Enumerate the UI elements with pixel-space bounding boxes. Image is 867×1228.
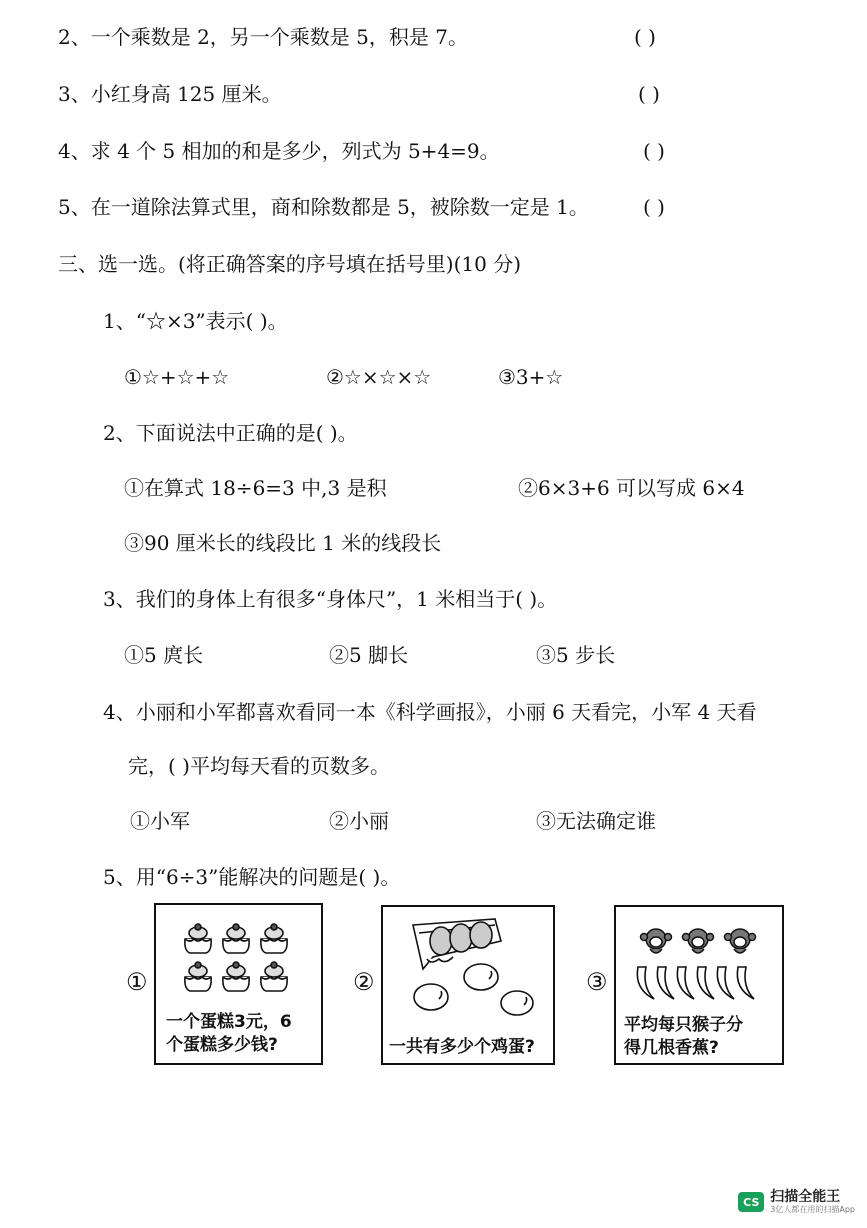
q1-option-2[interactable]: ②☆×☆×☆ <box>326 365 432 389</box>
banana-icon <box>637 967 754 999</box>
brand-slogan: 3亿人都在用的扫描App <box>770 1205 855 1214</box>
q2-option-1[interactable]: ①在算式 18÷6=3 中,3 是积 <box>124 476 387 500</box>
q2-option-3[interactable]: ③90 厘米长的线段比 1 米的线段长 <box>124 531 442 555</box>
monkey-icon <box>641 929 756 953</box>
q5-option-3-marker[interactable]: ③ <box>586 968 608 996</box>
q4-stem-line2: 完，( )平均每天看的页数多。 <box>128 754 390 778</box>
eggs-illustration <box>383 907 553 1022</box>
q2-option-2[interactable]: ②6×3+6 可以写成 6×4 <box>518 476 745 500</box>
judge-item-4 <box>58 138 500 164</box>
judge-item-3-text: 3、小红身高 125 厘米。 <box>58 82 282 106</box>
q5-panel-monkeys[interactable] <box>614 905 784 1065</box>
q5-panel-monkeys-caption-1: 平均每只猴子分 <box>624 1015 743 1035</box>
q5-panel-monkeys-caption-2: 得几根香蕉? <box>624 1038 719 1058</box>
q5-panel-eggs[interactable] <box>381 905 555 1065</box>
judge-item-2 <box>58 24 468 50</box>
egg-carton-icon <box>413 919 501 969</box>
q4-stem-line1: 4、小丽和小军都喜欢看同一本《科学画报》，小丽 6 天看完，小军 4 天看 <box>103 700 757 724</box>
q1-option-3[interactable]: ③3+☆ <box>498 365 564 389</box>
judge-item-5-paren[interactable]: ( ) <box>643 195 665 219</box>
q1-stem: 1、“☆×3”表示( )。 <box>103 309 288 333</box>
egg-icon <box>414 964 533 1015</box>
q3-stem: 3、我们的身体上有很多“身体尺”，1 米相当于( )。 <box>103 587 558 611</box>
q5-panel-eggs-caption-1: 一共有多少个鸡蛋? <box>389 1037 535 1057</box>
q2-stem: 2、下面说法中正确的是( )。 <box>103 421 358 445</box>
q4-option-1[interactable]: ①小军 <box>130 809 190 833</box>
cakes-illustration <box>156 905 321 1005</box>
cake-icon <box>185 924 287 991</box>
judge-item-3-paren[interactable]: ( ) <box>638 82 660 106</box>
q5-option-2-marker[interactable]: ② <box>353 968 375 996</box>
judge-item-5-text: 5、在一道除法算式里，商和除数都是 5，被除数一定是 1。 <box>58 195 589 219</box>
q1-option-1[interactable]: ①☆+☆+☆ <box>124 365 230 389</box>
q3-option-1[interactable]: ①5 庹长 <box>124 643 204 667</box>
q5-panel-cakes-caption-2: 个蛋糕多少钱? <box>166 1035 278 1055</box>
q4-option-2[interactable]: ②小丽 <box>329 809 389 833</box>
q5-panel-cakes[interactable] <box>154 903 323 1065</box>
judge-item-3 <box>58 81 282 107</box>
q4-option-3[interactable]: ③无法确定谁 <box>536 809 656 833</box>
q5-stem: 5、用“6÷3”能解决的问题是( )。 <box>103 865 401 889</box>
q5-panel-cakes-caption-1: 一个蛋糕3元，6 <box>166 1012 292 1032</box>
judge-item-4-paren[interactable]: ( ) <box>643 139 665 163</box>
q3-option-3[interactable]: ③5 步长 <box>536 643 616 667</box>
q3-option-2[interactable]: ②5 脚长 <box>329 643 409 667</box>
camscanner-logo: CS <box>738 1192 764 1212</box>
judge-item-5 <box>58 194 589 220</box>
monkeys-illustration <box>616 907 782 1007</box>
judge-item-4-text: 4、求 4 个 5 相加的和是多少，列式为 5+4=9。 <box>58 139 500 163</box>
judge-item-2-paren[interactable]: ( ) <box>634 25 656 49</box>
judge-item-2-text: 2、一个乘数是 2，另一个乘数是 5，积是 7。 <box>58 25 468 49</box>
brand-name: 扫描全能王 <box>770 1189 841 1205</box>
section3-title: 三、选一选。(将正确答案的序号填在括号里)(10 分) <box>58 252 522 276</box>
scanner-watermark <box>738 1190 855 1214</box>
q5-option-1-marker[interactable]: ① <box>126 968 148 996</box>
